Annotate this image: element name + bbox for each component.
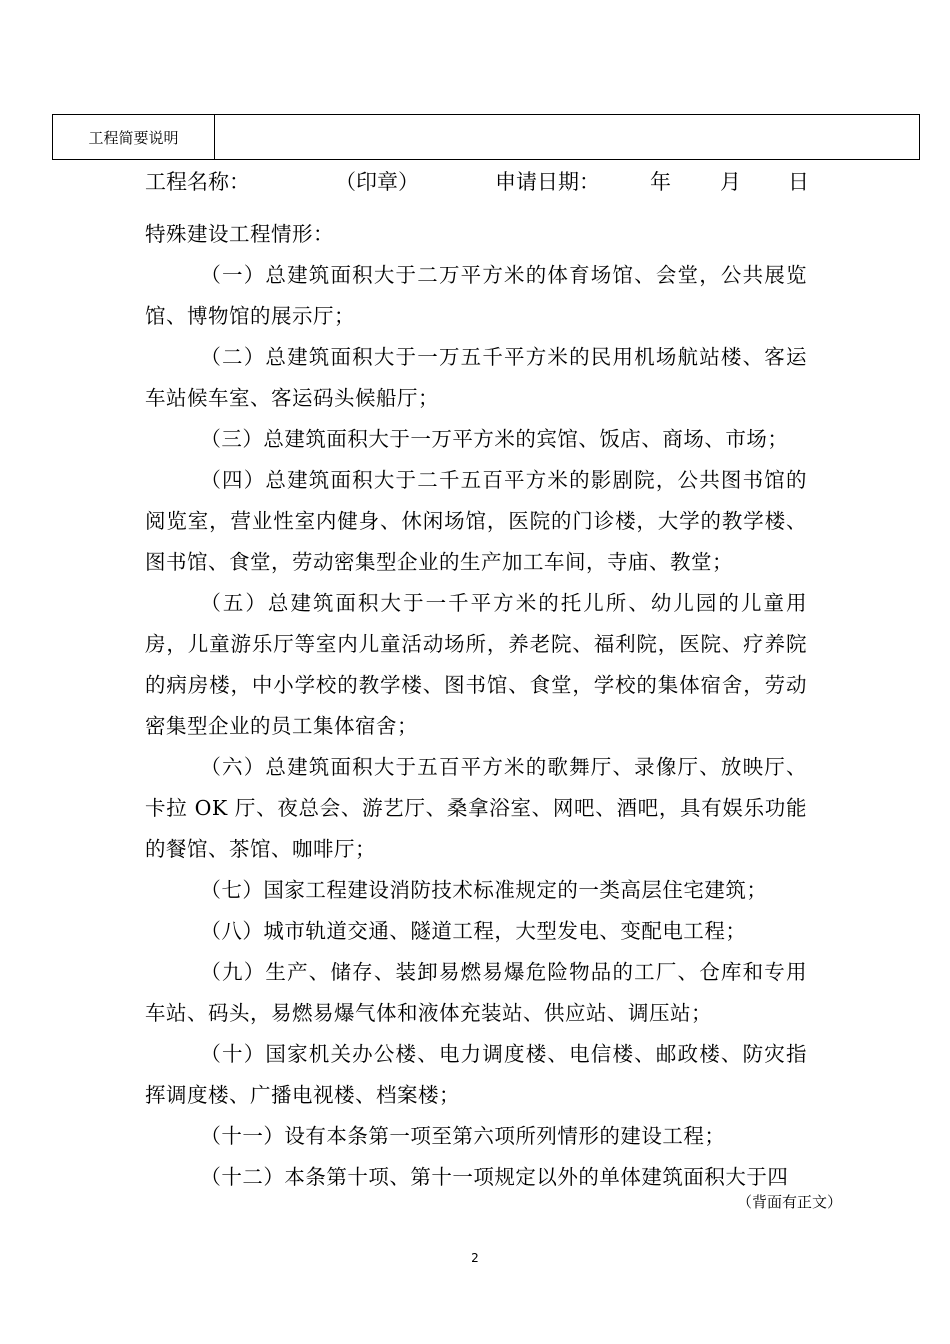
project-name-label: 工程名称： <box>145 170 250 194</box>
clause-item-11: （十一）设有本条第一项至第六项所列情形的建设工程； <box>200 1124 726 1148</box>
clause-item-3: （三）总建筑面积大于一万平方米的宾馆、饭店、商场、市场； <box>200 427 789 451</box>
summary-table <box>52 114 920 160</box>
clause-item-10: （十）国家机关办公楼、电力调度楼、电信楼、邮政楼、防灾指挥调度楼、广播电视楼、档案楼； <box>145 1042 807 1107</box>
clause-item-5: （五）总建筑面积大于一千平方米的托儿所、幼儿园的儿童用房，儿童游乐厅等室内儿童活动场所，养老院、福利院，医院、疗养院的病房楼，中小学校的教学楼、图书馆、食堂，学校的集体宿舍，劳动密集型企业的员工集体宿舍； <box>145 591 807 738</box>
seal-label: （印章） <box>335 170 419 194</box>
back-note: （背面有正文） <box>736 1193 842 1211</box>
page-number: 2 <box>471 1251 479 1265</box>
clause-item-9: （九）生产、储存、装卸易燃易爆危险物品的工厂、仓库和专用车站、码头，易燃易爆气体和液体充装站、供应站、调压站； <box>145 960 807 1025</box>
clause-item-1: （一）总建筑面积大于二万平方米的体育场馆、会堂，公共展览馆、博物馆的展示厅； <box>145 263 807 328</box>
year-label: 年 <box>650 170 671 194</box>
document-body <box>145 214 807 1198</box>
clause-item-8: （八）城市轨道交通、隧道工程，大型发电、变配电工程； <box>200 919 747 943</box>
summary-label: 工程简要说明 <box>53 115 215 159</box>
summary-value-field[interactable] <box>215 115 919 159</box>
day-label: 日 <box>788 170 809 194</box>
section-title: 特殊建设工程情形： <box>145 222 334 246</box>
clause-item-7: （七）国家工程建设消防技术标准规定的一类高层住宅建筑； <box>200 878 768 902</box>
clause-item-12: （十二）本条第十项、第十一项规定以外的单体建筑面积大于四 <box>200 1165 789 1189</box>
month-label: 月 <box>720 170 741 194</box>
header-line <box>145 166 825 200</box>
clause-item-2: （二）总建筑面积大于一万五千平方米的民用机场航站楼、客运车站候车室、客运码头候船厅； <box>145 345 807 410</box>
apply-date-label: 申请日期： <box>495 170 600 194</box>
clause-item-6: （六）总建筑面积大于五百平方米的歌舞厅、录像厅、放映厅、卡拉 OK 厅、夜总会、游艺厅、桑拿浴室、网吧、酒吧，具有娱乐功能的餐馆、茶馆、咖啡厅； <box>145 755 807 861</box>
clause-item-4: （四）总建筑面积大于二千五百平方米的影剧院，公共图书馆的阅览室，营业性室内健身、休闲场馆，医院的门诊楼，大学的教学楼、图书馆、食堂，劳动密集型企业的生产加工车间，寺庙、教堂； <box>145 468 807 574</box>
